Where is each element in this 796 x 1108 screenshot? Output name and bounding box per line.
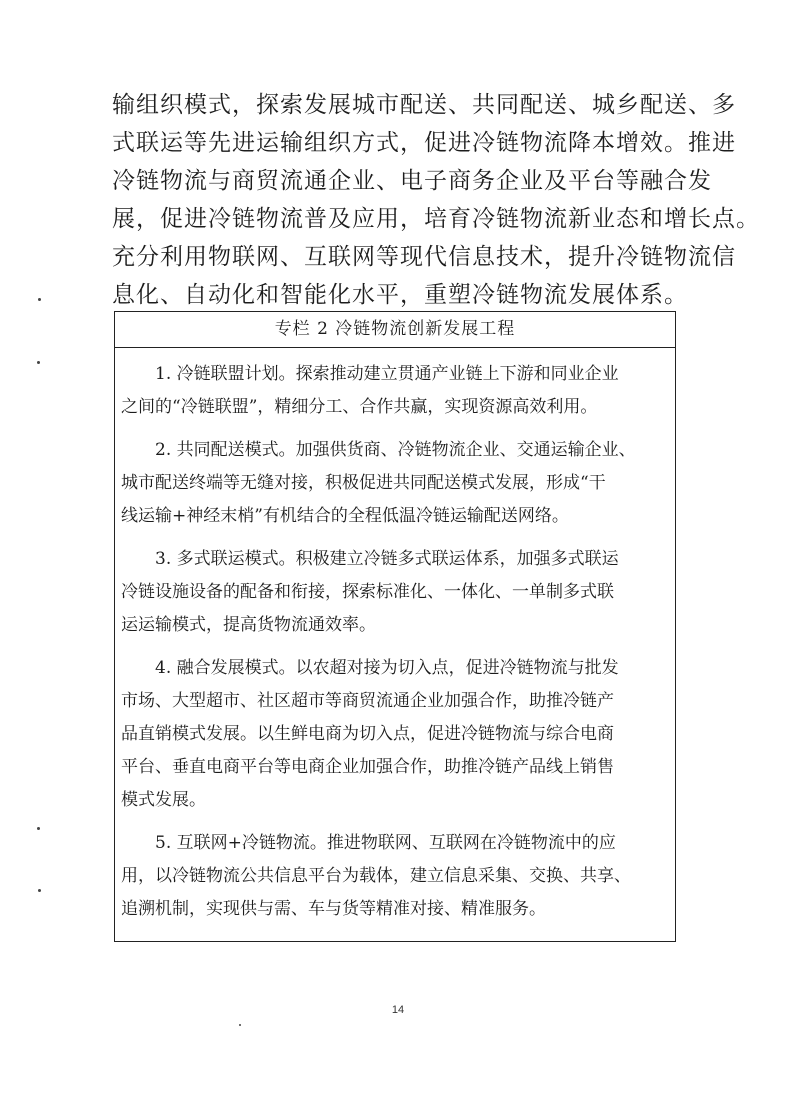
scan-speck	[38, 298, 41, 301]
body-line: 式联运等先进运输组织方式，促进冷链物流降本增效。推进	[112, 130, 736, 156]
body-line: 展，促进冷链物流普及应用，培育冷链物流新业态和增长点。	[112, 206, 760, 232]
feature-item-line: 模式发展。	[121, 790, 206, 810]
body-line: 息化、自动化和智能化水平，重塑冷链物流发展体系。	[112, 282, 688, 308]
feature-item	[121, 827, 669, 926]
body-paragraph	[112, 86, 760, 314]
feature-item-line: 运运输模式，提高货物流通效率。	[121, 615, 376, 635]
body-line: 输组织模式，探索发展城市配送、共同配送、城乡配送、多	[112, 92, 736, 118]
feature-item-line: 2. 共同配送模式。加强供货商、冷链物流企业、交通运输企业、	[121, 440, 636, 460]
feature-item-line: 5. 互联网+冷链物流。推进物联网、互联网在冷链物流中的应	[121, 833, 616, 853]
feature-item-line: 之间的“冷链联盟”，精细分工、合作共赢，实现资源高效利用。	[121, 397, 598, 417]
feature-item	[121, 434, 669, 533]
body-line: 充分利用物联网、互联网等现代信息技术，提升冷链物流信	[112, 244, 736, 270]
feature-box-title: 专栏 2 冷链物流创新发展工程	[115, 312, 675, 348]
feature-item-line: 城市配送终端等无缝对接，积极促进共同配送模式发展，形成“干	[121, 473, 606, 493]
feature-item-line: 冷链设施设备的配备和衔接，探索标准化、一体化、一单制多式联	[121, 582, 614, 602]
feature-item	[121, 358, 669, 424]
feature-item-line: 追溯机制，实现供与需、车与货等精准对接、精准服务。	[121, 899, 546, 919]
feature-item-line: 1. 冷链联盟计划。探索推动建立贯通产业链上下游和同业企业	[121, 364, 619, 384]
feature-item	[121, 652, 669, 817]
feature-item-line: 市场、大型超市、社区超市等商贸流通企业加强合作，助推冷链产	[121, 691, 614, 711]
scan-speck	[37, 827, 40, 830]
feature-box-body	[115, 348, 675, 926]
page-number: 14	[391, 1004, 405, 1016]
feature-item-line: 平台、垂直电商平台等电商企业加强合作，助推冷链产品线上销售	[121, 757, 614, 777]
scan-speck	[239, 1024, 241, 1026]
feature-item-line: 用，以冷链物流公共信息平台为载体，建立信息采集、交换、共享、	[121, 866, 631, 886]
feature-box	[114, 311, 676, 942]
feature-item	[121, 543, 669, 642]
feature-item-line: 4. 融合发展模式。以农超对接为切入点，促进冷链物流与批发	[121, 658, 619, 678]
feature-item-line: 3. 多式联运模式。积极建立冷链多式联运体系，加强多式联运	[121, 549, 619, 569]
feature-item-line: 线运输+神经末梢”有机结合的全程低温冷链运输配送网络。	[121, 506, 569, 526]
body-line: 冷链物流与商贸流通企业、电子商务企业及平台等融合发	[112, 168, 712, 194]
scan-speck	[38, 889, 41, 892]
scan-speck	[37, 361, 40, 364]
feature-item-line: 品直销模式发展。以生鲜电商为切入点，促进冷链物流与综合电商	[121, 724, 614, 744]
